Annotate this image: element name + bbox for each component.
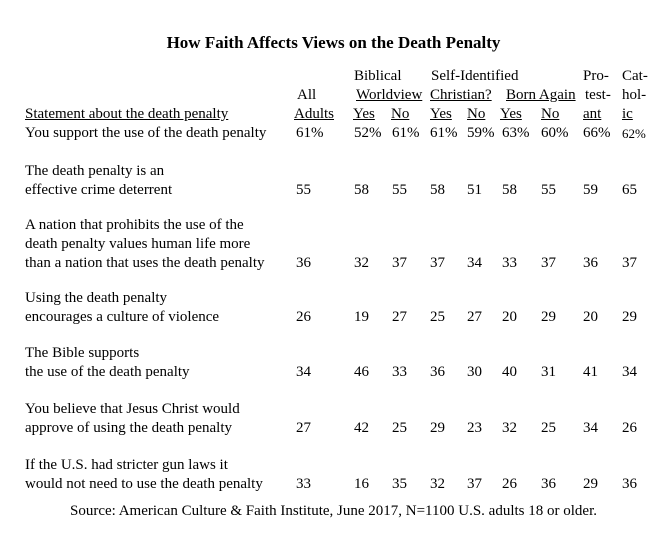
cell-biblical-no: 25 bbox=[392, 420, 407, 436]
row-statement bbox=[25, 456, 290, 494]
header-catholic-line1: Cat- bbox=[622, 68, 648, 84]
cell-christian-no: 30 bbox=[467, 364, 482, 380]
table-title: How Faith Affects Views on the Death Penalty bbox=[166, 33, 501, 52]
cell-all-adults: 27 bbox=[296, 420, 311, 436]
row-statement bbox=[25, 124, 290, 143]
cell-biblical-no: 55 bbox=[392, 182, 407, 198]
cell-born-again-yes: 26 bbox=[502, 476, 517, 492]
header-christian: Christian? bbox=[430, 87, 492, 103]
header-catholic-line2: hol- bbox=[622, 87, 647, 103]
cell-biblical-no: 33 bbox=[392, 364, 407, 380]
cell-biblical-yes: 52% bbox=[354, 125, 382, 141]
cell-catholic: 62% bbox=[622, 126, 646, 141]
cell-biblical-yes: 42 bbox=[354, 420, 369, 436]
header-protestant-line3: ant bbox=[583, 106, 602, 122]
cell-christian-no: 23 bbox=[467, 420, 482, 436]
cell-catholic: 36 bbox=[622, 476, 637, 492]
header-born-again-yes: Yes bbox=[500, 106, 522, 122]
row-statement bbox=[25, 216, 290, 273]
header-biblical-yes: Yes bbox=[353, 106, 375, 122]
cell-biblical-no: 35 bbox=[392, 476, 407, 492]
cell-christian-yes: 37 bbox=[430, 255, 445, 271]
cell-born-again-yes: 20 bbox=[502, 309, 517, 325]
cell-christian-yes: 32 bbox=[430, 476, 445, 492]
cell-protestant: 20 bbox=[583, 309, 598, 325]
header-worldview: Worldview bbox=[356, 87, 423, 103]
row-statement-line: Using the death penalty bbox=[25, 290, 168, 306]
cell-catholic: 34 bbox=[622, 364, 637, 380]
row-statement bbox=[25, 344, 290, 382]
cell-catholic: 37 bbox=[622, 255, 637, 271]
cell-born-again-no: 31 bbox=[541, 364, 556, 380]
cell-christian-no: 27 bbox=[467, 309, 482, 325]
row-statement bbox=[25, 289, 290, 327]
cell-catholic: 29 bbox=[622, 309, 637, 325]
cell-christian-yes: 29 bbox=[430, 420, 445, 436]
cell-all-adults: 36 bbox=[296, 255, 311, 271]
row-statement-line: A nation that prohibits the use of the bbox=[25, 217, 244, 233]
cell-christian-yes: 58 bbox=[430, 182, 445, 198]
source-note: Source: American Culture & Faith Institute, June 2017, N=1100 U.S. adults 18 or older. bbox=[69, 503, 597, 519]
row-statement bbox=[25, 400, 290, 438]
row-statement-line: than a nation that uses the death penalty bbox=[25, 255, 265, 271]
row-statement-line: The Bible supports bbox=[25, 345, 140, 361]
cell-biblical-yes: 46 bbox=[354, 364, 369, 380]
header-statement: Statement about the death penalty bbox=[25, 106, 229, 122]
row-statement-line: The death penalty is an bbox=[25, 163, 165, 179]
cell-catholic: 65 bbox=[622, 182, 637, 198]
cell-christian-yes: 36 bbox=[430, 364, 445, 380]
header-all-line2: Adults bbox=[294, 106, 335, 122]
header-group-biblical: Biblical bbox=[354, 68, 402, 84]
cell-biblical-no: 27 bbox=[392, 309, 407, 325]
cell-biblical-no: 61% bbox=[392, 125, 420, 141]
header-biblical-no: No bbox=[391, 106, 410, 122]
cell-born-again-no: 55 bbox=[541, 182, 556, 198]
row-statement-line: effective crime deterrent bbox=[25, 182, 173, 198]
cell-protestant: 59 bbox=[583, 182, 598, 198]
cell-protestant: 34 bbox=[583, 420, 598, 436]
row-statement bbox=[25, 162, 290, 200]
cell-born-again-no: 60% bbox=[541, 125, 569, 141]
cell-born-again-yes: 40 bbox=[502, 364, 517, 380]
row-statement-line: You believe that Jesus Christ would bbox=[25, 401, 240, 417]
cell-born-again-yes: 32 bbox=[502, 420, 517, 436]
row-statement-line: encourages a culture of violence bbox=[25, 309, 220, 325]
header-christian-no: No bbox=[467, 106, 486, 122]
cell-all-adults: 34 bbox=[296, 364, 311, 380]
header-christian-yes: Yes bbox=[430, 106, 452, 122]
cell-born-again-yes: 63% bbox=[502, 125, 530, 141]
cell-all-adults: 55 bbox=[296, 182, 311, 198]
cell-all-adults: 26 bbox=[296, 309, 311, 325]
cell-protestant: 66% bbox=[583, 125, 611, 141]
cell-biblical-yes: 58 bbox=[354, 182, 369, 198]
cell-born-again-no: 25 bbox=[541, 420, 556, 436]
cell-biblical-yes: 32 bbox=[354, 255, 369, 271]
cell-born-again-no: 29 bbox=[541, 309, 556, 325]
cell-all-adults: 33 bbox=[296, 476, 311, 492]
cell-born-again-no: 37 bbox=[541, 255, 556, 271]
cell-christian-no: 34 bbox=[467, 255, 482, 271]
header-born-again: Born Again bbox=[506, 87, 576, 103]
row-statement-line: You support the use of the death penalty bbox=[25, 125, 267, 141]
header-all-line1: All bbox=[297, 87, 317, 103]
header-protestant-line2: test- bbox=[585, 87, 611, 103]
row-statement-line: If the U.S. had stricter gun laws it bbox=[25, 457, 228, 473]
cell-protestant: 29 bbox=[583, 476, 598, 492]
row-statement-line: the use of the death penalty bbox=[25, 364, 190, 380]
header-group-self-identified: Self-Identified bbox=[431, 68, 519, 84]
cell-catholic: 26 bbox=[622, 420, 637, 436]
row-statement-line: approve of using the death penalty bbox=[25, 420, 233, 436]
row-statement-line: would not need to use the death penalty bbox=[25, 476, 263, 492]
cell-all-adults: 61% bbox=[296, 125, 324, 141]
cell-born-again-yes: 58 bbox=[502, 182, 517, 198]
cell-biblical-yes: 19 bbox=[354, 309, 369, 325]
cell-protestant: 36 bbox=[583, 255, 598, 271]
header-protestant-line1: Pro- bbox=[583, 68, 609, 84]
row-statement-line: death penalty values human life more bbox=[25, 236, 251, 252]
cell-christian-no: 59% bbox=[467, 125, 495, 141]
header-catholic-line3: ic bbox=[622, 106, 633, 122]
cell-born-again-yes: 33 bbox=[502, 255, 517, 271]
cell-christian-no: 51 bbox=[467, 182, 482, 198]
cell-christian-yes: 25 bbox=[430, 309, 445, 325]
cell-protestant: 41 bbox=[583, 364, 598, 380]
cell-born-again-no: 36 bbox=[541, 476, 556, 492]
header-born-again-no: No bbox=[541, 106, 560, 122]
cell-biblical-no: 37 bbox=[392, 255, 407, 271]
cell-biblical-yes: 16 bbox=[354, 476, 369, 492]
cell-christian-yes: 61% bbox=[430, 125, 458, 141]
cell-christian-no: 37 bbox=[467, 476, 482, 492]
